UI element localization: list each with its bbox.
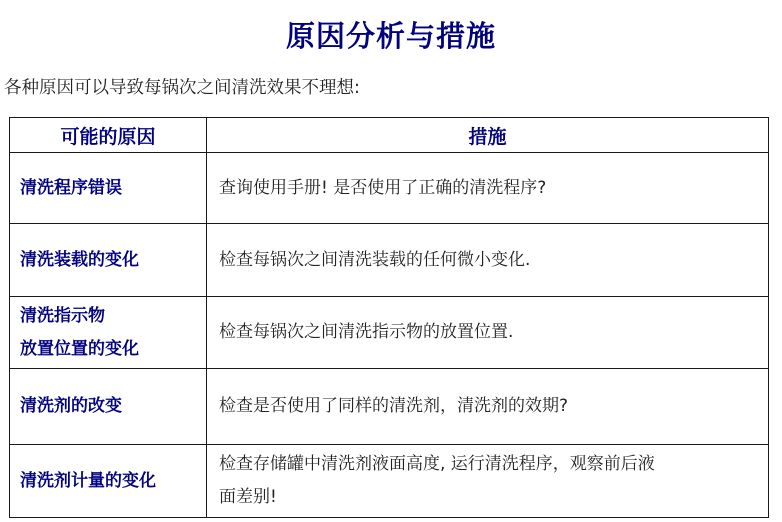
measure-cell: 检查每锅次之间清洗装载的任何微小变化.	[207, 224, 769, 297]
header-cause: 可能的原因	[10, 118, 207, 153]
table-row	[10, 297, 769, 369]
measure-cell: 检查是否使用了同样的清洗剂，清洗剂的效期?	[207, 369, 769, 445]
table-row	[10, 445, 769, 518]
measure-cell: 检查每锅次之间清洗指示物的放置位置.	[207, 297, 769, 369]
intro-text: 各种原因可以导致每锅次之间清洗效果不理想:	[4, 78, 360, 98]
cause-cell: 清洗剂的改变	[10, 369, 207, 445]
measure-cell: 检查存储罐中清洗剂液面高度, 运行清洗程序，观察前后液 面差别!	[207, 445, 769, 518]
cause-cell: 清洗程序错误	[10, 153, 207, 224]
cause-cell: 清洗剂计量的变化	[10, 445, 207, 518]
table-row	[10, 224, 769, 297]
measure-cell: 查询使用手册! 是否使用了正确的清洗程序?	[207, 153, 769, 224]
header-measure: 措施	[207, 118, 769, 153]
table-row	[10, 153, 769, 224]
cause-cell: 清洗装载的变化	[10, 224, 207, 297]
cause-measure-table	[9, 117, 769, 518]
table-header-row	[10, 118, 769, 153]
table-row	[10, 369, 769, 445]
page-title: 原因分析与措施	[285, 19, 496, 53]
cause-cell: 清洗指示物 放置位置的变化	[10, 297, 207, 369]
